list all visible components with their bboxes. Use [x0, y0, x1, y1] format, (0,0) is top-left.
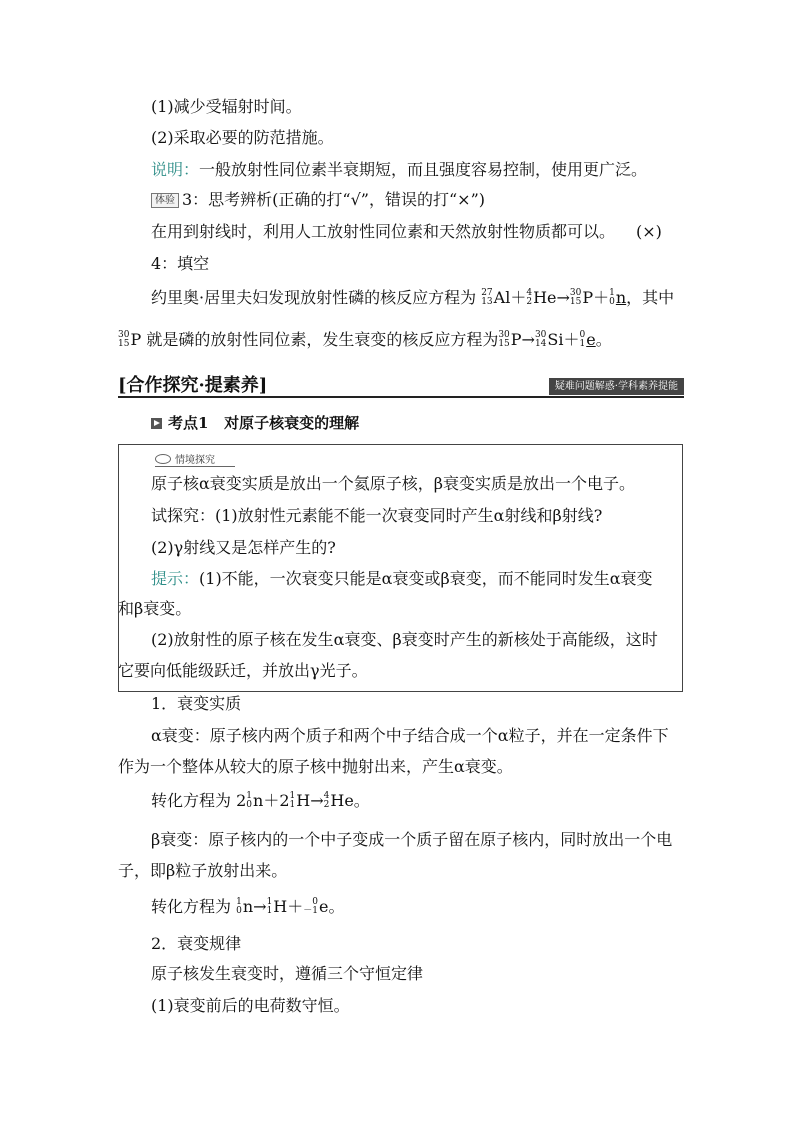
fill-text: 约里奥·居里夫妇发现放射性磷的核反应方程为	[151, 288, 477, 307]
text-line: (1)减少受辐射时间。	[151, 97, 302, 116]
section-title: [合作探究·提素养]	[118, 375, 268, 396]
note-label: 说明：	[151, 160, 200, 179]
question-4: 4：填空	[151, 254, 210, 273]
text-line: β衰变：原子核内的一个中子变成一个质子留在原子核内，同时放出一个电	[151, 830, 673, 849]
key-point-heading	[151, 412, 359, 434]
box-title: 情境探究	[155, 451, 235, 467]
experience-tag: 体验	[151, 193, 179, 208]
heading-2: 2．衰变规律	[151, 934, 242, 953]
question-3-text: 3：思考辨析(正确的打“√”，错误的打“×”)	[182, 190, 485, 209]
hint-text: (1)不能，一次衰变只能是α衰变或β衰变，而不能同时发生α衰变	[199, 569, 653, 588]
plus-sign: ＋	[510, 288, 527, 307]
hint-line	[151, 568, 653, 590]
scenario-icon	[155, 454, 171, 464]
box-line: (2)放射性的原子核在发生α衰变、β衰变时产生的新核处于高能级，这时	[151, 630, 658, 649]
box-line: 试探究：(1)放射性元素能不能一次衰变同时产生α射线和β射线?	[151, 506, 603, 525]
box-line: (2)γ射线又是怎样产生的?	[151, 538, 336, 557]
nuclide-he: 4 2 He	[526, 287, 557, 307]
plus-sign: ＋	[593, 288, 610, 307]
note-text: 一般放射性同位素半衰期短，而且强度容易控制，使用更广泛。	[199, 160, 648, 179]
nuclide-si: 30 14 Si	[534, 329, 564, 349]
nuclide-e: 0 －1 e	[303, 896, 329, 916]
note-line	[151, 159, 647, 181]
section-tag: 疑难问题解惑·学科素养提能	[549, 378, 684, 395]
question-3-statement: 在用到射线时，利用人工放射性同位素和天然放射性物质都可以。	[151, 222, 616, 241]
nuclide-n: 1 0 n	[246, 790, 264, 810]
key-point-label: 考点1	[168, 414, 209, 432]
arrow: →	[556, 288, 570, 307]
text-line: 原子核发生衰变时，遵循三个守恒定律	[151, 964, 424, 983]
box-line: 和β衰变。	[118, 599, 192, 618]
text-line: α衰变：原子核内两个质子和两个中子结合成一个α粒子，并在一定条件下	[151, 726, 669, 745]
fill-text: 就是磷的放射性同位素，发生衰变的核反应方程为	[146, 330, 499, 349]
nuclide-he: 4 2 He	[323, 790, 354, 810]
question-3-answer: (×)	[636, 222, 662, 241]
box-line: 它要向低能级跃迁，并放出γ光子。	[118, 661, 368, 680]
question-3	[151, 189, 485, 211]
fill-line-1	[151, 287, 674, 309]
nuclide-h: 1 1 H	[289, 790, 311, 810]
nuclide-p: 30 15 P	[569, 287, 594, 307]
nuclide-n-answer: 1 0 n	[609, 287, 627, 307]
nuclide-al: 27 13 Al	[481, 287, 511, 307]
equation-alpha: 转化方程为 2 1 0 n＋2 1 1 H→ 4 2 He。	[151, 790, 370, 810]
plus-sign: ＋	[563, 330, 580, 349]
text-line: 作为一个整体从较大的原子核中抛射出来，产生α衰变。	[118, 757, 513, 776]
fill-text: 。	[595, 330, 612, 349]
text-line: 子，即β粒子放射出来。	[118, 861, 288, 880]
hint-label: 提示：	[151, 569, 200, 588]
section-header	[118, 370, 684, 398]
nuclide-e-answer: 0 1 e	[579, 329, 596, 349]
nuclide-n: 1 0 n	[236, 896, 254, 916]
fill-line-2	[118, 329, 612, 351]
text-line: (2)采取必要的防范措施。	[151, 128, 334, 147]
play-icon	[151, 418, 162, 429]
arrow: →	[521, 330, 535, 349]
nuclide-h: 1 1 H	[266, 896, 288, 916]
fill-text: ，其中	[626, 288, 675, 307]
nuclide-p: 30 15 P	[118, 329, 142, 349]
equation-beta: 转化方程为 1 0 n→ 1 1 H＋ 0 －1 e。	[151, 896, 345, 916]
nuclide-p: 30 15 P	[498, 329, 522, 349]
text-line: (1)衰变前后的电荷数守恒。	[151, 996, 350, 1015]
key-point-title: 对原子核衰变的理解	[224, 414, 360, 432]
heading-1: 1．衰变实质	[151, 694, 242, 713]
box-line: 原子核α衰变实质是放出一个氦原子核，β衰变实质是放出一个电子。	[151, 474, 636, 493]
